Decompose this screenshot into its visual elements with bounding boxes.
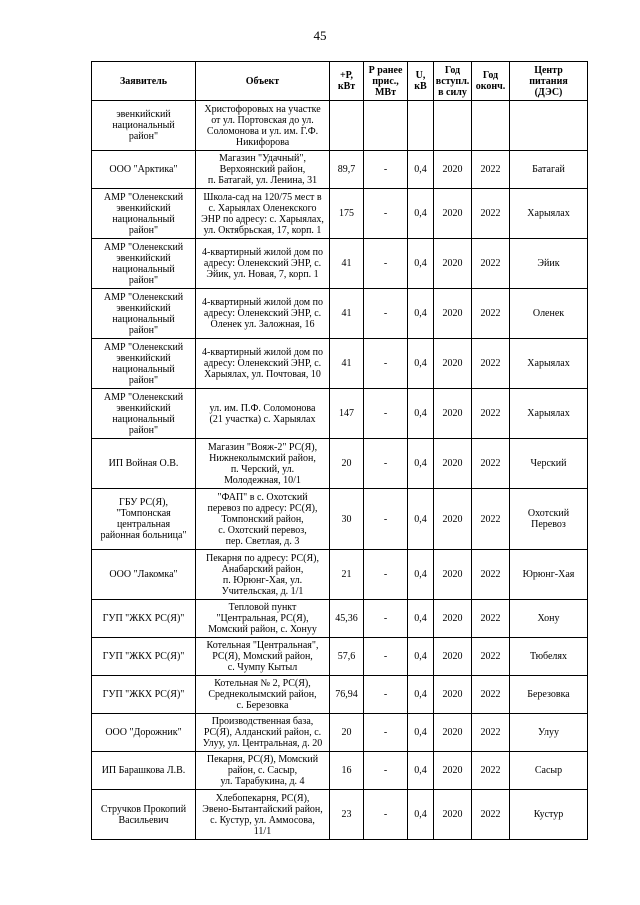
table-row: [92, 189, 588, 239]
header-year-start: Год вступл. в силу: [434, 62, 472, 101]
cell-voltage: 0,4: [408, 790, 434, 840]
cell-year-end: [472, 101, 510, 151]
cell-prev-power: -: [364, 790, 408, 840]
cell-power-center: Черский: [510, 439, 588, 489]
table-row: [92, 339, 588, 389]
cell-year-end: 2022: [472, 339, 510, 389]
cell-prev-power: -: [364, 189, 408, 239]
cell-prev-power: [364, 101, 408, 151]
table-row: [92, 389, 588, 439]
cell-applicant: ИП Войная О.В.: [92, 439, 196, 489]
cell-prev-power: -: [364, 289, 408, 339]
table-row: [92, 101, 588, 151]
cell-applicant: ГУП "ЖКХ РС(Я)": [92, 638, 196, 676]
cell-power: 147: [330, 389, 364, 439]
cell-applicant: ООО "Лакомка": [92, 550, 196, 600]
cell-power: 41: [330, 339, 364, 389]
cell-year-end: 2022: [472, 638, 510, 676]
header-voltage: U, кВ: [408, 62, 434, 101]
cell-applicant: ГУП "ЖКХ РС(Я)": [92, 676, 196, 714]
cell-object: Котельная № 2, РС(Я), Среднеколымский район, с. Березовка: [196, 676, 330, 714]
cell-applicant: ГБУ РС(Я), "Томпонская центральная районная больница": [92, 489, 196, 550]
cell-year-start: 2020: [434, 389, 472, 439]
cell-year-end: 2022: [472, 239, 510, 289]
cell-prev-power: -: [364, 339, 408, 389]
cell-power-center: Березовка: [510, 676, 588, 714]
cell-power-center: Сасыр: [510, 752, 588, 790]
cell-power-center: Кустур: [510, 790, 588, 840]
cell-voltage: 0,4: [408, 439, 434, 489]
cell-object: ул. им. П.Ф. Соломонова (21 участка) с. Харыялах: [196, 389, 330, 439]
cell-power: 23: [330, 790, 364, 840]
cell-applicant: АМР "Оленекский эвенкийский национальный район": [92, 389, 196, 439]
cell-year-start: [434, 101, 472, 151]
cell-prev-power: -: [364, 714, 408, 752]
cell-year-end: 2022: [472, 389, 510, 439]
cell-prev-power: -: [364, 550, 408, 600]
cell-power-center: Батагай: [510, 151, 588, 189]
cell-power-center: Оленек: [510, 289, 588, 339]
cell-applicant: АМР "Оленекский эвенкийский национальный район": [92, 289, 196, 339]
table-row: [92, 714, 588, 752]
cell-voltage: 0,4: [408, 600, 434, 638]
cell-power: 175: [330, 189, 364, 239]
table-row: [92, 439, 588, 489]
cell-object: Производственная база, РС(Я), Алданский район, с. Улуу, ул. Центральная, д. 20: [196, 714, 330, 752]
cell-power-center: Харыялах: [510, 339, 588, 389]
cell-power: 45,36: [330, 600, 364, 638]
cell-object: Пекарня по адресу: РС(Я), Анабарский район, п. Юрюнг-Хая, ул. Учительская, д. 1/1: [196, 550, 330, 600]
cell-object: 4-квартирный жилой дом по адресу: Оленекский ЭНР, с. Харыялах, ул. Почтовая, 10: [196, 339, 330, 389]
cell-object: Хлебопекарня, РС(Я), Эвено-Бытантайский район, с. Кустур, ул. Аммосова, 11/1: [196, 790, 330, 840]
cell-year-start: 2020: [434, 289, 472, 339]
table-row: [92, 600, 588, 638]
cell-year-start: 2020: [434, 339, 472, 389]
cell-voltage: 0,4: [408, 189, 434, 239]
cell-year-start: 2020: [434, 714, 472, 752]
cell-year-end: 2022: [472, 550, 510, 600]
cell-applicant: АМР "Оленекский эвенкийский национальный район": [92, 339, 196, 389]
cell-prev-power: -: [364, 151, 408, 189]
cell-power: 20: [330, 439, 364, 489]
cell-object: Котельная "Центральная", РС(Я), Момский район, с. Чумпу Кытыл: [196, 638, 330, 676]
cell-object: 4-квартирный жилой дом по адресу: Оленекский ЭНР, с. Оленек ул. Заложная, 16: [196, 289, 330, 339]
cell-year-end: 2022: [472, 714, 510, 752]
cell-applicant: АМР "Оленекский эвенкийский национальный район": [92, 189, 196, 239]
cell-voltage: 0,4: [408, 676, 434, 714]
cell-year-end: 2022: [472, 489, 510, 550]
cell-applicant: АМР "Оленекский эвенкийский национальный район": [92, 239, 196, 289]
cell-voltage: 0,4: [408, 638, 434, 676]
cell-applicant: Стручков Прокопий Васильевич: [92, 790, 196, 840]
cell-prev-power: -: [364, 676, 408, 714]
cell-year-end: 2022: [472, 790, 510, 840]
cell-object: Христофоровых на участке от ул. Портовская до ул. Соломонова и ул. им. Г.Ф. Никифорова: [196, 101, 330, 151]
cell-year-start: 2020: [434, 752, 472, 790]
cell-prev-power: -: [364, 489, 408, 550]
cell-object: "ФАП" в с. Охотский перевоз по адресу: РС(Я), Томпонский район, с. Охотский перевоз, пер. Светлая, д. 3: [196, 489, 330, 550]
header-year-end: Год оконч.: [472, 62, 510, 101]
table-row: [92, 676, 588, 714]
cell-year-start: 2020: [434, 790, 472, 840]
cell-power: 21: [330, 550, 364, 600]
cell-year-end: 2022: [472, 151, 510, 189]
cell-voltage: 0,4: [408, 389, 434, 439]
cell-voltage: 0,4: [408, 489, 434, 550]
cell-power-center: Юрюнг-Хая: [510, 550, 588, 600]
cell-year-start: 2020: [434, 676, 472, 714]
cell-object: 4-квартирный жилой дом по адресу: Оленекский ЭНР, с. Эйик, ул. Новая, 7, корп. 1: [196, 239, 330, 289]
cell-power: [330, 101, 364, 151]
cell-object: Пекарня, РС(Я), Момский район, с. Сасыр, ул. Тарабукина, д. 4: [196, 752, 330, 790]
cell-year-start: 2020: [434, 489, 472, 550]
cell-prev-power: -: [364, 439, 408, 489]
cell-power-center: Харыялах: [510, 189, 588, 239]
cell-power-center: Эйик: [510, 239, 588, 289]
cell-applicant: ИП Барашкова Л.В.: [92, 752, 196, 790]
header-power: +Р, кВт: [330, 62, 364, 101]
cell-applicant: эвенкийский национальный район": [92, 101, 196, 151]
header-applicant: Заявитель: [92, 62, 196, 101]
table-row: [92, 752, 588, 790]
cell-power: 41: [330, 239, 364, 289]
cell-prev-power: -: [364, 600, 408, 638]
cell-year-end: 2022: [472, 600, 510, 638]
cell-voltage: 0,4: [408, 239, 434, 289]
table-row: [92, 790, 588, 840]
cell-voltage: 0,4: [408, 289, 434, 339]
cell-year-end: 2022: [472, 676, 510, 714]
cell-year-start: 2020: [434, 550, 472, 600]
cell-voltage: 0,4: [408, 550, 434, 600]
table-row: [92, 489, 588, 550]
cell-power: 30: [330, 489, 364, 550]
cell-year-end: 2022: [472, 439, 510, 489]
cell-power-center: Харыялах: [510, 389, 588, 439]
cell-year-start: 2020: [434, 239, 472, 289]
header-power-center: Центр питания (ДЭС): [510, 62, 588, 101]
cell-power: 20: [330, 714, 364, 752]
cell-year-end: 2022: [472, 752, 510, 790]
cell-prev-power: -: [364, 389, 408, 439]
cell-prev-power: -: [364, 239, 408, 289]
cell-year-start: 2020: [434, 600, 472, 638]
cell-year-start: 2020: [434, 638, 472, 676]
cell-prev-power: -: [364, 752, 408, 790]
cell-power-center: Хону: [510, 600, 588, 638]
cell-applicant: ООО "Дорожник": [92, 714, 196, 752]
cell-voltage: 0,4: [408, 151, 434, 189]
cell-year-end: 2022: [472, 289, 510, 339]
cell-power-center: Охотский Перевоз: [510, 489, 588, 550]
cell-year-start: 2020: [434, 189, 472, 239]
cell-power: 76,94: [330, 676, 364, 714]
cell-power: 57,6: [330, 638, 364, 676]
cell-voltage: 0,4: [408, 339, 434, 389]
cell-year-start: 2020: [434, 151, 472, 189]
cell-object: Школа-сад на 120/75 мест в с. Харыялах Оленекского ЭНР по адресу: с. Харыялах, ул. Октябрьская, 17, корп. 1: [196, 189, 330, 239]
cell-voltage: 0,4: [408, 714, 434, 752]
cell-power-center: [510, 101, 588, 151]
table-row: [92, 239, 588, 289]
cell-voltage: [408, 101, 434, 151]
table-header-row: [92, 62, 588, 101]
cell-year-end: 2022: [472, 189, 510, 239]
cell-applicant: ГУП "ЖКХ РС(Я)": [92, 600, 196, 638]
cell-object: Магазин "Вояж-2" РС(Я), Нижнеколымский район, п. Черский, ул. Молодежная, 10/1: [196, 439, 330, 489]
page-number: 45: [313, 28, 327, 43]
cell-power-center: Тюбелях: [510, 638, 588, 676]
cell-power: 89,7: [330, 151, 364, 189]
cell-power: 16: [330, 752, 364, 790]
table-row: [92, 289, 588, 339]
cell-applicant: ООО "Арктика": [92, 151, 196, 189]
table-row: [92, 638, 588, 676]
cell-power: 41: [330, 289, 364, 339]
cell-object: Магазин "Удачный", Верхоянский район, п. Батагай, ул. Ленина, 31: [196, 151, 330, 189]
cell-prev-power: -: [364, 638, 408, 676]
table-row: [92, 151, 588, 189]
cell-power-center: Улуу: [510, 714, 588, 752]
table-row: [92, 550, 588, 600]
connections-table: [91, 61, 588, 840]
cell-year-start: 2020: [434, 439, 472, 489]
cell-object: Тепловой пункт "Центральная, РС(Я), Момский район, с. Хонуу: [196, 600, 330, 638]
header-prev-power: Р ранее прис., МВт: [364, 62, 408, 101]
header-object: Объект: [196, 62, 330, 101]
cell-voltage: 0,4: [408, 752, 434, 790]
